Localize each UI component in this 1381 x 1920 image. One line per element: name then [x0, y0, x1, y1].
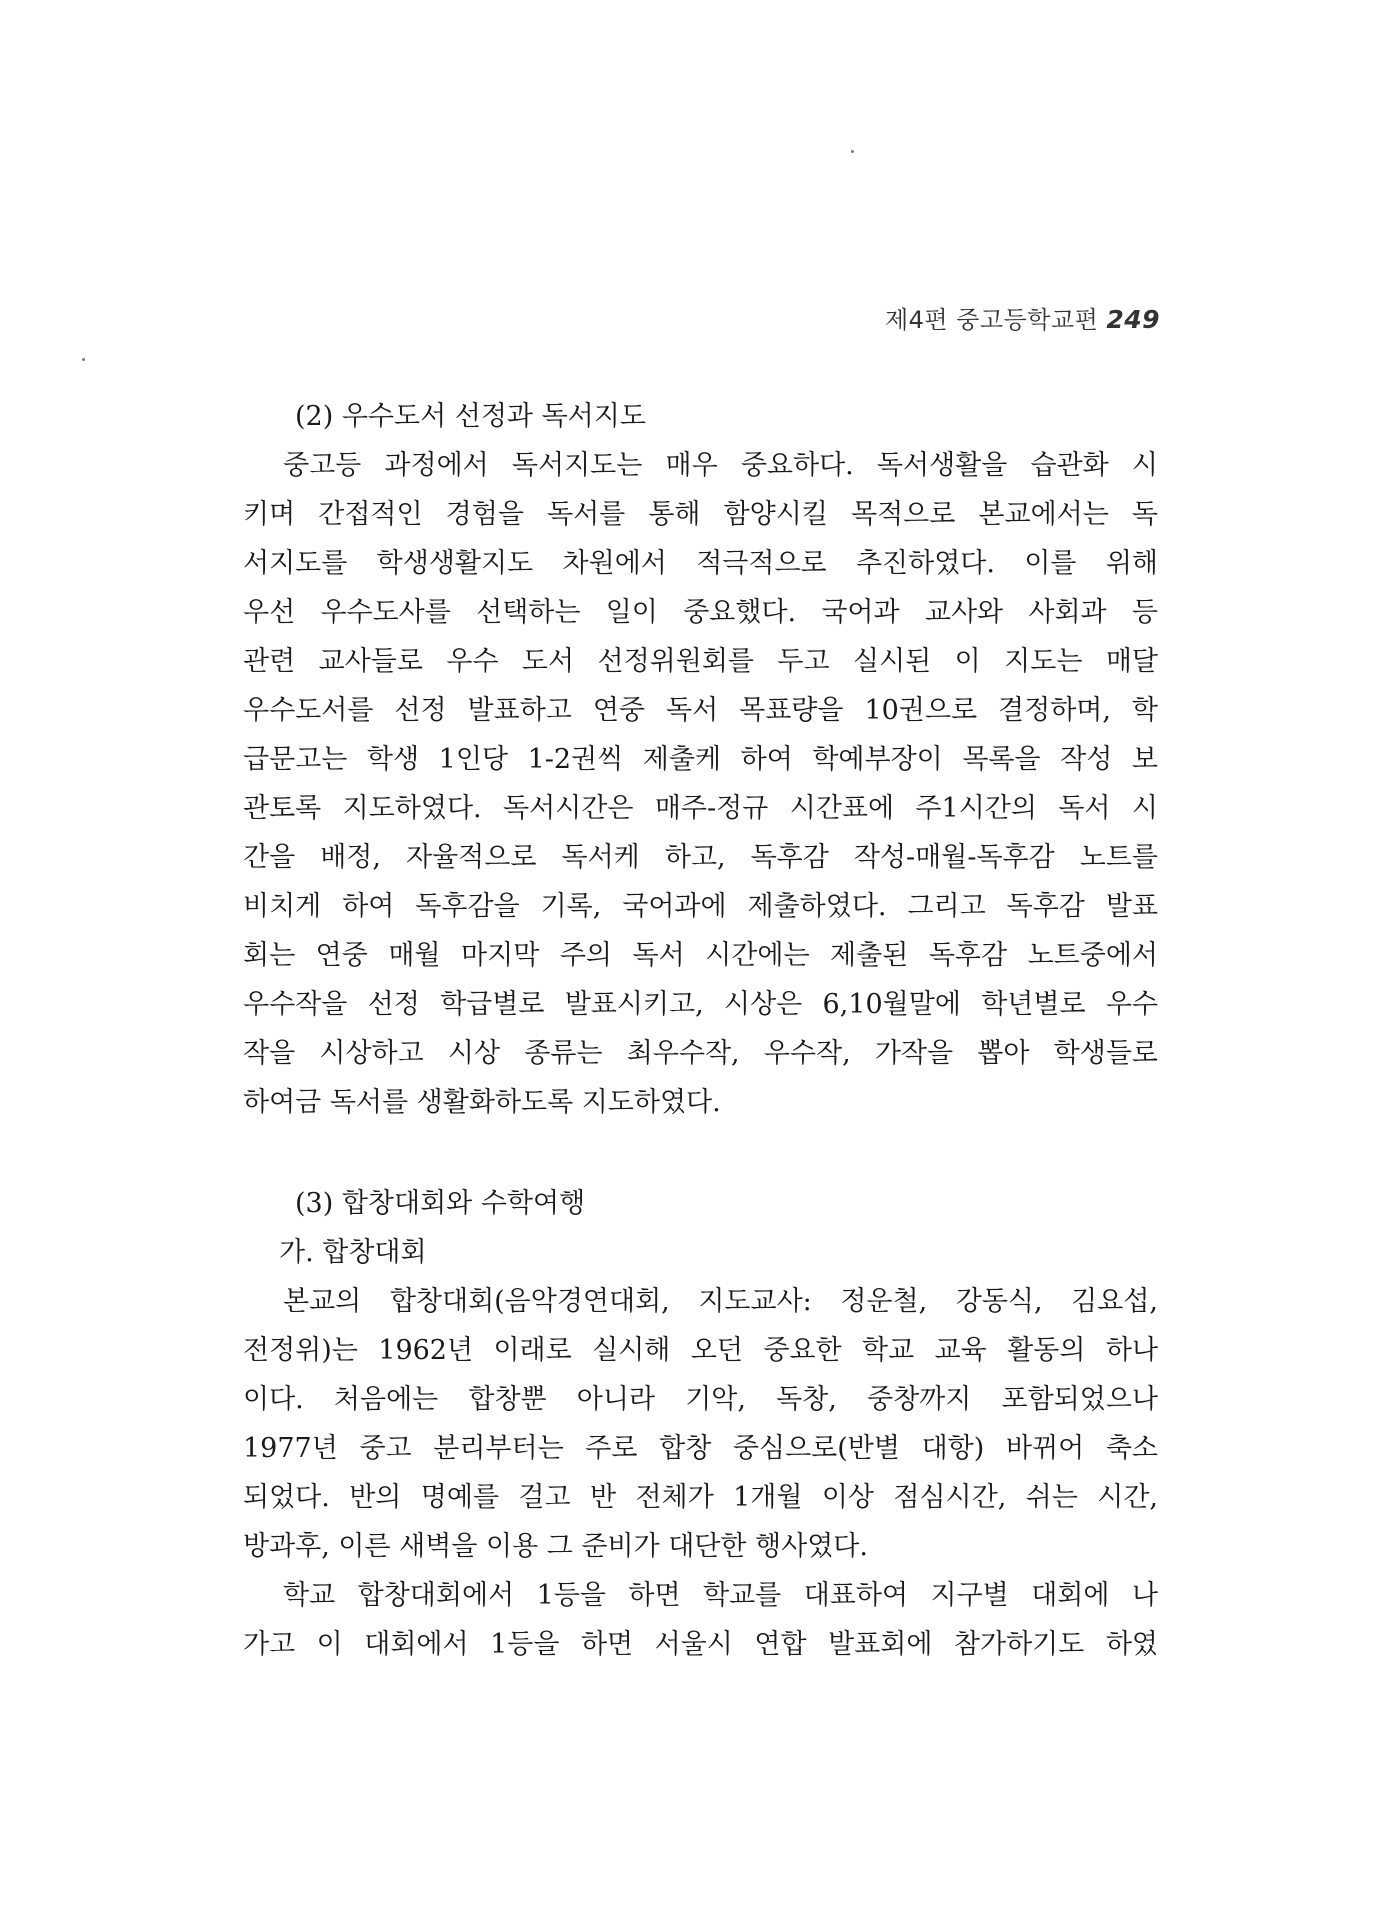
paragraph-line: 되었다. 반의 명예를 걸고 반 전체가 1개월 이상 점심시간, 쉬는 시간,: [243, 1482, 1158, 1513]
paragraph-line: 본교의 합창대회(음악경연대회, 지도교사: 정운철, 강동식, 김요섭,: [283, 1286, 1158, 1317]
paragraph-line: 우수작을 선정 학급별로 발표시키고, 시상은 6,10월말에 학년별로 우수: [243, 989, 1158, 1020]
scan-speck: [82, 358, 85, 361]
paragraph-line: 비치게 하여 독후감을 기록, 국어과에 제출하였다. 그리고 독후감 발표: [243, 891, 1158, 922]
section-heading-3: (3) 합창대회와 수학여행: [295, 1188, 586, 1219]
body-text: [243, 392, 1158, 1669]
paragraph-line: 서지도를 학생생활지도 차원에서 적극적으로 추진하였다. 이를 위해: [243, 548, 1158, 579]
paragraph-line: 중고등 과정에서 독서지도는 매우 중요하다. 독서생활을 습관화 시: [283, 450, 1158, 481]
paragraph-line: 전정위)는 1962년 이래로 실시해 오던 중요한 학교 교육 활동의 하나: [243, 1335, 1158, 1366]
paragraph-line: 회는 연중 매월 마지막 주의 독서 시간에는 제출된 독후감 노트중에서: [243, 940, 1158, 971]
running-header: [885, 300, 1160, 335]
page-number: 249: [1106, 305, 1160, 334]
header-title: 제4편 중고등학교편: [884, 306, 1099, 334]
paragraph-line: 키며 간접적인 경험을 독서를 통해 함양시킬 목적으로 본교에서는 독: [243, 499, 1158, 530]
paragraph-line: 우선 우수도사를 선택하는 일이 중요했다. 국어과 교사와 사회과 등: [243, 597, 1158, 628]
section-heading-2: (2) 우수도서 선정과 독서지도: [295, 401, 646, 432]
paragraph-line: 관련 교사들로 우수 도서 선정위원회를 두고 실시된 이 지도는 매달: [243, 646, 1158, 677]
paragraph-line: 이다. 처음에는 합창뿐 아니라 기악, 독창, 중창까지 포함되었으나: [243, 1384, 1158, 1415]
paragraph-line: 방과후, 이른 새벽을 이용 그 준비가 대단한 행사였다.: [243, 1531, 868, 1562]
subsection-heading: 가. 합창대회: [279, 1237, 427, 1268]
paragraph-line: 간을 배정, 자율적으로 독서케 하고, 독후감 작성-매월-독후감 노트를: [243, 842, 1158, 873]
paragraph-line: 하여금 독서를 생활화하도록 지도하였다.: [243, 1087, 721, 1118]
paragraph-line: 우수도서를 선정 발표하고 연중 독서 목표량을 10권으로 결정하며, 학: [243, 695, 1158, 726]
scan-speck: [851, 150, 854, 153]
section-gap: [243, 1127, 1158, 1179]
paragraph-line: 1977년 중고 분리부터는 주로 합창 중심으로(반별 대항) 바뀌어 축소: [243, 1433, 1158, 1464]
paragraph-line: 가고 이 대회에서 1등을 하면 서울시 연합 발표회에 참가하기도 하였: [243, 1629, 1158, 1660]
paragraph-line: 학교 합창대회에서 1등을 하면 학교를 대표하여 지구별 대회에 나: [283, 1580, 1158, 1611]
paragraph-line: 관토록 지도하였다. 독서시간은 매주-정규 시간표에 주1시간의 독서 시: [243, 793, 1158, 824]
paragraph-line: 작을 시상하고 시상 종류는 최우수작, 우수작, 가작을 뽑아 학생들로: [243, 1038, 1158, 1069]
paragraph-line: 급문고는 학생 1인당 1-2권씩 제출케 하여 학예부장이 목록을 작성 보: [243, 744, 1158, 775]
